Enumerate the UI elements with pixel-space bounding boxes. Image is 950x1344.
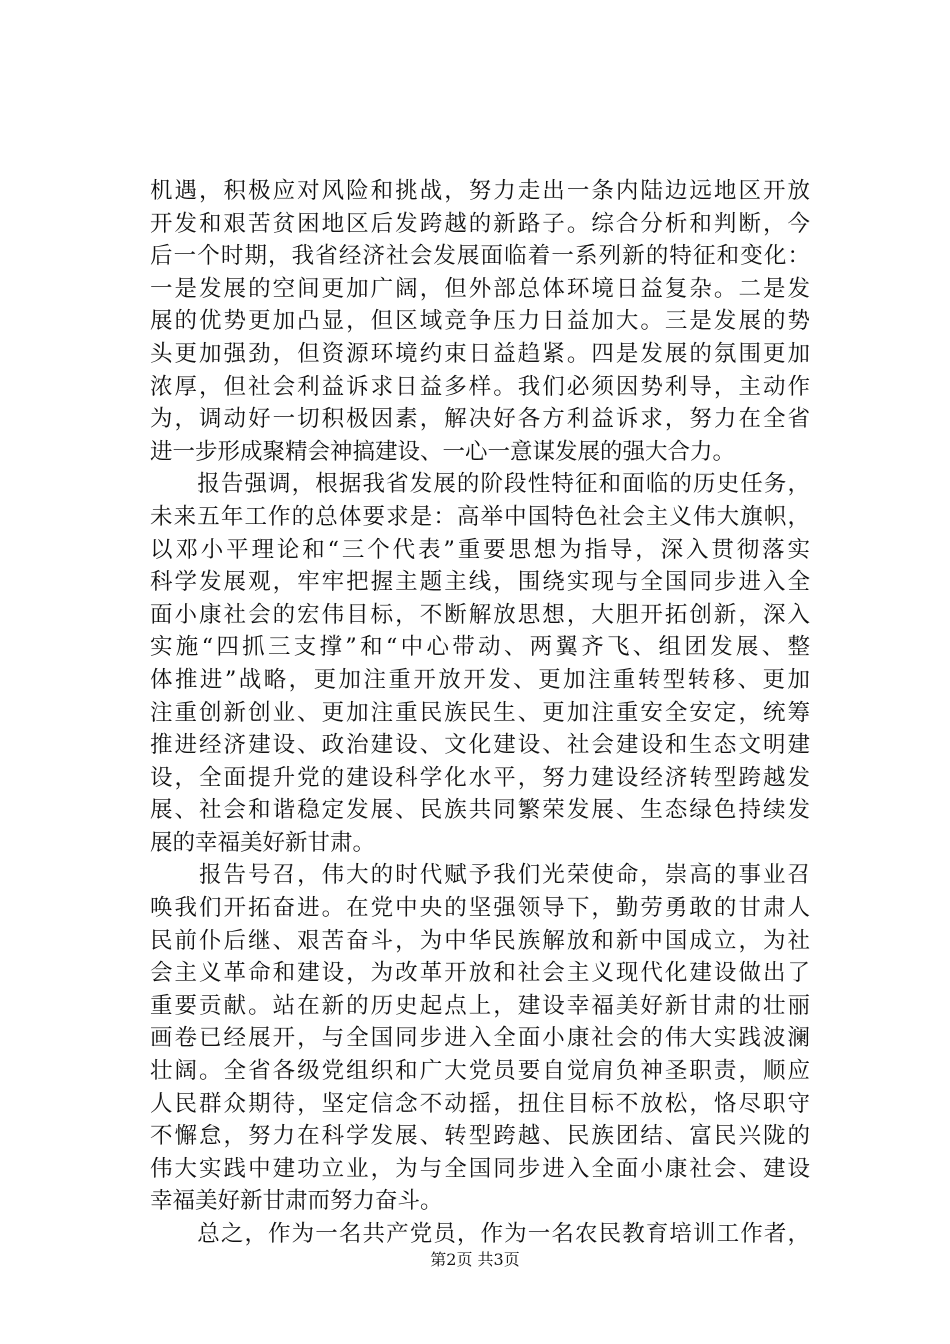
text-line: 头更加强劲，但资源环境约束日益趋紧。四是发展的氛围更加 xyxy=(150,340,810,367)
text-line: 报告强调，根据我省发展的阶段性特征和面临的历史任务， xyxy=(150,471,810,498)
text-line: 体推进”战略，更加注重开放开发、更加注重转型转移、更加 xyxy=(150,666,810,693)
text-line: 伟大实践中建功立业，为与全国同步进入全面小康社会、建设 xyxy=(150,1155,810,1182)
page-footer: 第2页 共3页 xyxy=(430,1250,520,1269)
text-line: 会主义革命和建设，为改革开放和社会主义现代化建设做出了 xyxy=(150,960,810,987)
text-line: 实施“四抓三支撑”和“中心带动、两翼齐飞、组团发展、整 xyxy=(150,634,810,661)
text-line: 以邓小平理论和“三个代表”重要思想为指导，深入贯彻落实 xyxy=(150,536,810,563)
text-line: 总之，作为一名共产党员，作为一名农民教育培训工作者， xyxy=(150,1221,810,1247)
text-line: 未来五年工作的总体要求是：高举中国特色社会主义伟大旗帜， xyxy=(150,503,810,530)
text-line: 壮阔。全省各级党组织和广大党员要自觉肩负神圣职责，顺应 xyxy=(150,1058,810,1085)
text-line: 一是发展的空间更加广阔，但外部总体环境日益复杂。二是发 xyxy=(150,275,810,302)
text-line: 幸福美好新甘肃而努力奋斗。 xyxy=(150,1188,443,1215)
text-line: 开发和艰苦贫困地区后发跨越的新路子。综合分析和判断，今 xyxy=(150,210,810,237)
text-line: 展、社会和谐稳定发展、民族共同繁荣发展、生态绿色持续发 xyxy=(150,797,810,824)
text-line: 注重创新创业、更加注重民族民生、更加注重安全安定，统筹 xyxy=(150,699,810,726)
text-line: 设，全面提升党的建设科学化水平，努力建设经济转型跨越发 xyxy=(150,764,810,791)
text-line: 科学发展观，牢牢把握主题主线，围绕实现与全国同步进入全 xyxy=(150,569,810,596)
text-line: 不懈怠，努力在科学发展、转型跨越、民族团结、富民兴陇的 xyxy=(150,1123,810,1150)
text-line: 浓厚，但社会利益诉求日益多样。我们必须因势利导，主动作 xyxy=(150,373,810,400)
text-line: 人民群众期待，坚定信念不动摇，扭住目标不放松，恪尽职守 xyxy=(150,1090,810,1117)
text-line: 展的优势更加凸显，但区域竞争压力日益加大。三是发展的势 xyxy=(150,308,810,335)
text-line: 为，调动好一切积极因素，解决好各方利益诉求，努力在全省 xyxy=(150,406,810,433)
text-line: 报告号召，伟大的时代赋予我们光荣使命，崇高的事业召 xyxy=(150,862,810,889)
text-line: 画卷已经展开，与全国同步进入全面小康社会的伟大实践波澜 xyxy=(150,1025,810,1052)
text-line: 后一个时期，我省经济社会发展面临着一系列新的特征和变化： xyxy=(150,243,810,270)
text-line: 面小康社会的宏伟目标，不断解放思想，大胆开拓创新，深入 xyxy=(150,601,810,628)
body-text xyxy=(150,175,810,1251)
text-line: 推进经济建设、政治建设、文化建设、社会建设和生态文明建 xyxy=(150,732,810,759)
text-line: 展的幸福美好新甘肃。 xyxy=(150,829,376,856)
text-line: 唤我们开拓奋进。在党中央的坚强领导下，勤劳勇敢的甘肃人 xyxy=(150,895,810,922)
text-line: 重要贡献。站在新的历史起点上，建设幸福美好新甘肃的壮丽 xyxy=(150,992,810,1019)
text-line: 进一步形成聚精会神搞建设、一心一意谋发展的强大合力。 xyxy=(150,438,736,465)
text-line: 机遇，积极应对风险和挑战，努力走出一条内陆边远地区开放 xyxy=(150,178,810,204)
text-line: 民前仆后继、艰苦奋斗，为中华民族解放和新中国成立，为社 xyxy=(150,927,810,954)
